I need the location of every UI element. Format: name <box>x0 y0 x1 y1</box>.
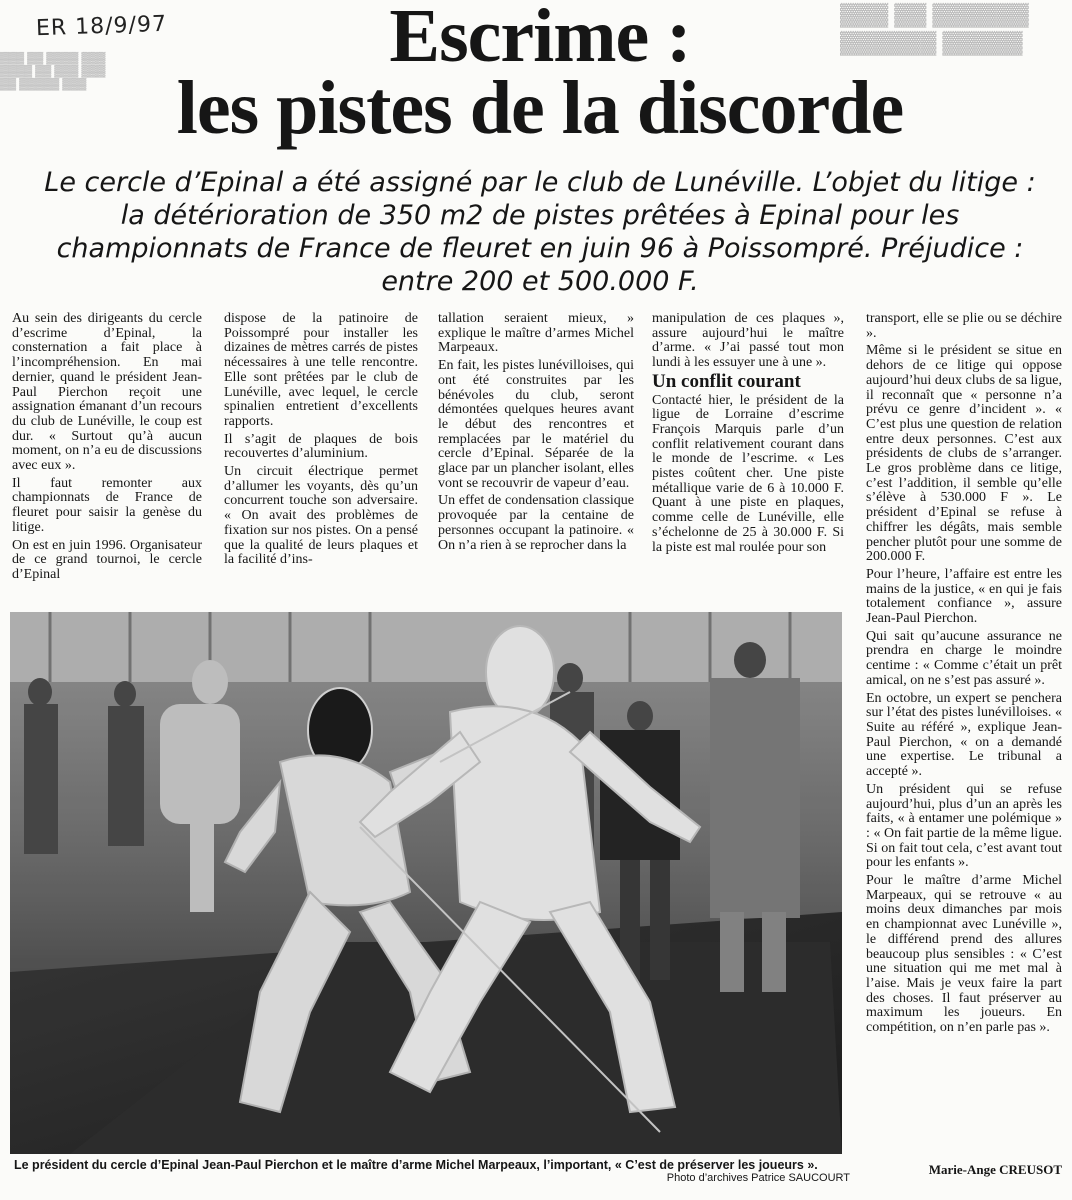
author-signature: Marie-Ange CREUSOT <box>928 1162 1062 1177</box>
bleed-through-text-right: ▓▓▓ ▓▓ ▓▓▓▓▓▓ ▓▓▓▓▓▓ ▓▓▓▓▓ <box>840 1 1029 54</box>
bleed-through-text-left: ▓▓▓ ▓▓ ▓▓▓▓ ▓▓▓ ▓▓▓▓ ▓▓ ▓▓▓ ▓▓▓ ▓▓ ▓▓▓▓▓ ▓▓▓ <box>0 52 106 90</box>
paragraph: Il s’agit de plaques de bois recouvertes d’aluminium. <box>224 431 418 462</box>
deck-subheadline: Le cercle d’Epinal a été assigné par le club de Lunéville. L’objet du litige : la détérioration de 350 m2 de pistes prêtées à Epinal pour les championnats de France de fleuret en juin 96 à Poissompré. Préjudice : entre 200 et 500.000 F. <box>44 167 1036 297</box>
photo-caption: Le président du cercle d’Epinal Jean-Paul Pierchon et le maître d’arme Michel Marpeaux, l’important, « C’est de préserver les joueurs ». <box>14 1158 818 1172</box>
fencing-photo <box>10 612 842 1154</box>
paragraph: tallation seraient mieux, » explique le maître d’armes Michel Marpeaux. <box>438 312 634 356</box>
photo-credit: Photo d’archives Patrice SAUCOURT <box>666 1172 850 1184</box>
paragraph: Pour l’heure, l’affaire est entre les mains de la justice, « en qui je fais totalement confiance », assure Jean-Paul Pierchon. <box>866 566 1062 627</box>
article-column-3 <box>438 312 634 596</box>
headline-line-1: Escrime : <box>389 0 691 78</box>
paragraph: Un circuit électrique permet d’allumer les voyants, dès qu’un concurrent touche son adversaire. « On avait des problèmes de fixation sur nos pistes. On a pensé que la qualité de leurs plaques et la facilité d’ins- <box>224 464 418 568</box>
paragraph: manipulation de ces plaques », assure aujourd’hui le maître d’arme. « J’ai passé tout mon lundi à les essuyer une à une ». <box>652 312 844 371</box>
paragraph: dispose de la patinoire de Poissompré pour installer les dizaines de mètres carrés de pistes nécessaires à une telle rencontre. Elle sont prêtées par le club de Lunéville, avec lequel, le cercle spinalien entretient d’excellents rapports. <box>224 312 418 429</box>
paragraph: Au sein des dirigeants du cercle d’escrime d’Epinal, la consternation a fait place à l’incompréhension. En mai dernier, quand le président Jean-Paul Pierchon reçoit une assignation émanant d’un recours du club de Lunéville, le coup est dur. « Surtout qu’à aucun moment, on n’a eu de discussions avec eux ». <box>12 312 202 474</box>
paragraph: Contacté hier, le président de la ligue de Lorraine d’escrime François Marquis parle d’un conflit relativement courant dans le monde de l’escrime. « Les pistes coûtent cher. Une piste métallique varie de 6 à 10.000 F. Quant à une piste en plaques, comme celle de Lunéville, elle s’échelonne de 25 à 30.000 F. Si la piste est mal roulée pour son <box>652 392 844 555</box>
paragraph: transport, elle se plie ou se déchire ». <box>866 312 1062 341</box>
handwritten-date-annotation: ER 18/9/97 <box>35 11 168 42</box>
paragraph: En fait, les pistes lunévilloises, qui ont été construites par les bénévoles du club, seront démontées quelques heures avant le début des rencontres et remplacées par le matériel du cercle d’Epinal. Séparée de la glace par un plancher isolant, elles vont se recouvrir de vapeur d’eau. <box>438 358 634 491</box>
article-column-5 <box>866 312 1062 1162</box>
headline <box>130 0 950 150</box>
paragraph: Il faut remonter aux championnats de France de fleuret pour saisir la genèse du litige. <box>12 475 202 535</box>
headline-line-2: les pistes de la discorde <box>176 66 904 150</box>
paragraph: En octobre, un expert se penchera sur l’état des pistes lunévilloises. « Suite au référé », explique Jean-Paul Pierchon, « on a demandé une expertise. Le tribunal a accepté ». <box>866 690 1062 780</box>
paragraph: Un président qui se refuse aujourd’hui, plus d’un an après les faits, « à entamer une polémique » : « On fait partie de la même ligue. Si on fait tout cela, c’est avant tout pour les enfants ». <box>866 781 1062 871</box>
paragraph: On est en juin 1996. Organisateur de ce grand tournoi, le cercle d’Epinal <box>12 537 202 582</box>
paragraph: Qui sait qu’aucune assurance ne prendra en charge le moindre centime : « Comme c’était un prêt amical, on ne s’est pas assuré ». <box>866 628 1062 688</box>
subheading: Un conflit courant <box>652 370 801 392</box>
article-column-4 <box>652 312 844 608</box>
article-column-1 <box>12 312 202 596</box>
paragraph: Même si le président se situe en dehors de ce litige qui oppose aujourd’hui deux clubs de sa ligue, il reconnaît que « personne n’a prévu ce genre d’incident ». « C’est plus une question de relation entre deux personnes. C’est aux présidents de clubs de s’arranger. Le gros problème dans ce litige, c’est l’addition, il semble qu’elle s’élève à 530.000 F ». Le président d’Epinal se refuse à chiffrer les dégâts, mais semble pencher plutôt pour une somme de 200.000 F. <box>866 343 1062 565</box>
fencing-photo-illustration <box>10 612 842 1154</box>
article-column-2 <box>224 312 418 596</box>
paragraph: Un effet de condensation classique provoquée par la centaine de personnes occupant la patinoire. « On n’a rien à se reprocher dans la <box>438 493 634 553</box>
paragraph: Pour le maître d’arme Michel Marpeaux, qui se retrouve « au moins deux dimanches par mois en championnat avec Lunéville », le différend prend des allures beaucoup plus sensibles : « C’est une situation qui me met mal à l’aise. Mais je veux faire la part des choses. Il faut préserver au maximum les joueurs. En compétition, on n’en parle pas ». <box>866 873 1062 1036</box>
